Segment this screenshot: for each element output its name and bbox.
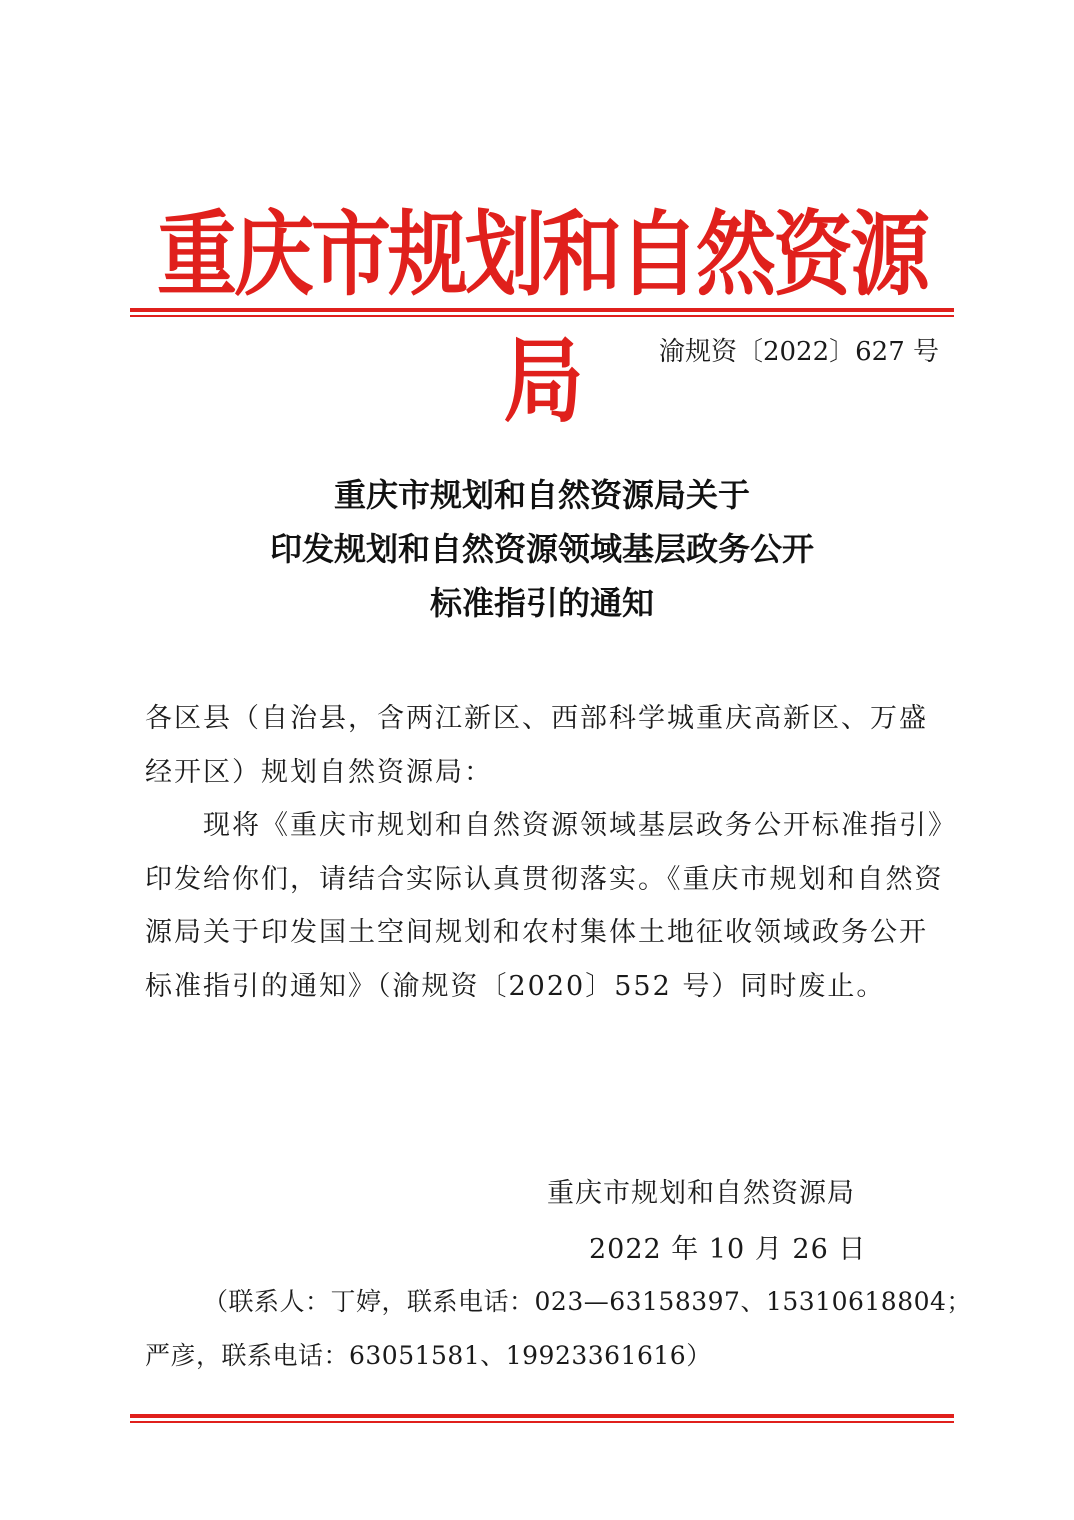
masthead-org-name: 重庆市规划和自然资源局 — [157, 201, 927, 435]
contact-line: 严彦，联系电话：63051581、19923361616） — [145, 1341, 712, 1370]
document-title — [130, 468, 954, 630]
title-line: 印发规划和自然资源领域基层政务公开 — [269, 530, 814, 568]
footer-divider-thick — [130, 1414, 954, 1418]
document-body — [145, 692, 945, 1013]
contact-line: （联系人：丁婷，联系电话：023—63158397、15310618804； — [203, 1287, 972, 1316]
footer-divider-thin — [130, 1421, 954, 1423]
document-number: 渝规资〔2022〕627 号 — [658, 337, 939, 367]
masthead-divider-thick — [130, 308, 954, 312]
recipients: 各区县（自治县，含两江新区、西部科学城重庆高新区、万盛经开区）规划自然资源局： — [145, 703, 928, 788]
title-line: 重庆市规划和自然资源局关于 — [333, 476, 750, 514]
contact-info — [145, 1275, 972, 1383]
masthead-divider-thin — [130, 315, 954, 317]
signature-org: 重庆市规划和自然资源局 — [547, 1178, 855, 1209]
title-line: 标准指引的通知 — [429, 584, 654, 622]
signature-date: 2022 年 10 月 26 日 — [589, 1234, 867, 1265]
body-paragraph: 现将《重庆市规划和自然资源领域基层政务公开标准指引》印发给你们，请结合实际认真贯彻落实。《重庆市规划和自然资源局关于印发国土空间规划和农村集体土地征收领域政务公开标准指引的通知》（渝规资〔2020〕552 号）同时废止。 — [145, 810, 944, 1002]
